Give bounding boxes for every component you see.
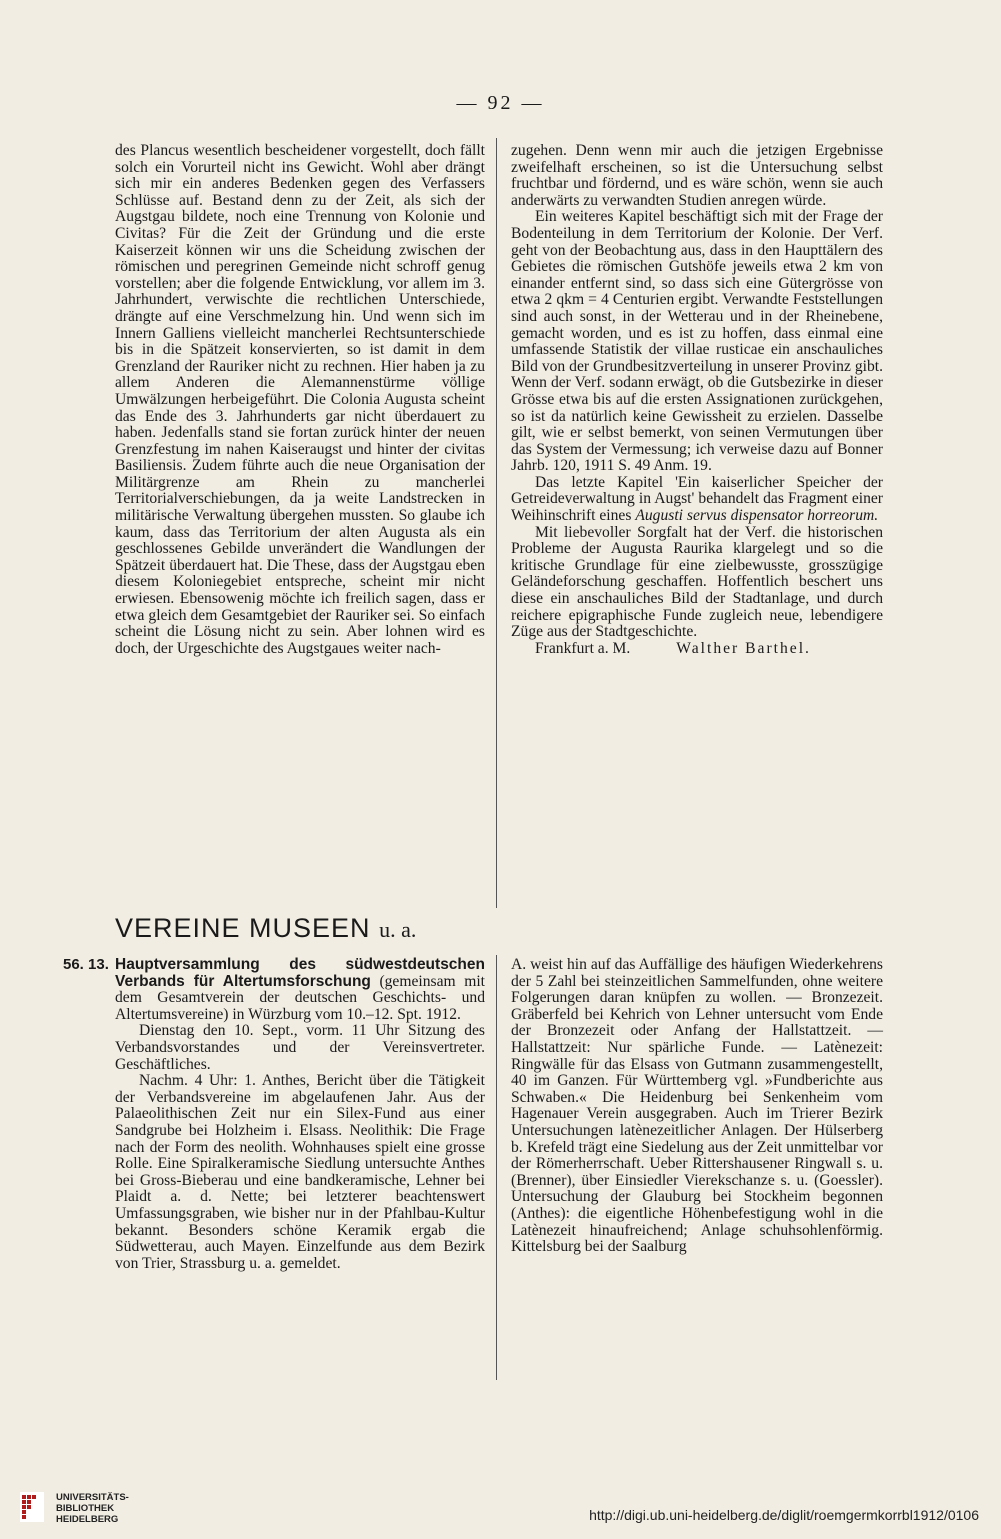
- left-column-bottom: [63, 956, 485, 1272]
- section-heading: [115, 913, 416, 944]
- page-number: — 92 —: [456, 92, 545, 114]
- entry-number: 56. 13.: [63, 956, 109, 973]
- entry-title: Hauptversammlung des südwestdeutschen Verbands für Altertumsforschung: [115, 956, 485, 990]
- column-rule: [496, 138, 497, 908]
- paragraph: Nachm. 4 Uhr: 1. Anthes, Bericht über die Tätigkeit der Verbandsvereine im abgelaufenen Jahr. Aus der Palaeolithischen Zeit nur ein Silex-Fund aus einer Sandgrube bei Holzheim i. Elsass. Neolithik: Die Frage nach der Form des neolith. Wohnhauses spielt eine grosse Rolle. Eine Spiralkeramische Siedlung untersuchte Anthes bei Gross-Bieberau und eine bandkeramische, Lehner bei Plaidt a. d. Nette; bei letzterer beachtenswert Umfassungsgraben, wie bisher nur in der Pfahlbau-Kultur bekannt. Besonders schöne Keramik ergab die Südwetterau, auch Mayen. Einzelfunde aus dem Bezirk von Trier, Strassburg u. a. gemeldet.: [115, 1072, 485, 1272]
- paragraph: des Plancus wesentlich bescheidener vorgestellt, doch fällt solch ein Vorurteil nicht ins Gewicht. Wohl aber drängt sich mir ein anderes Bedenken gegen des Verfassers Schlüsse auf. Bestand denn zu der Zeit, als sich der Augstgau bildete, noch eine Trennung von Kolonie und Civitas? Für die Zeit der Gründung und die erste Kaiserzeit können wir uns die Scheidung zwischen der römischen und peregrinen Gemeinde nicht schroff genug vorstellen; aber die folgende Entwicklung, vor allem im 3. Jahrhundert, verwischte die rechtlichen Unterschiede, drängte auf eine Verschmelzung hin. Und wenn sich im Innern Galliens vielleicht mancherlei Rechtsunterschiede bis in die Spätzeit konservierten, so ist damit in dem Grenzland der Rauriker nicht zu rechnen. Hier haben ja zu allem Anderen die Alemannenstürme völlige Umwälzungen herbeigeführt. Die Colonia Augusta scheint das Ende des 3. Jahrhunderts gar nicht überdauert zu haben. Jedenfalls stand sie fortan zurück hinter der neuen Grenzfestung im nahen Kaiseraugst und hinter der civitas Basiliensis. Zudem führte auch die neue Organisation der Militärgrenze am Rhein zu mancherlei Territorialverschiebungen, da ja weite Landstrecken in militärische Verwaltung übergehen mussten. So glaube ich kaum, dass das Territorium der alten Augusta als ein geschlossenes Gebilde unverändert die Wandlungen der Spätzeit überdauert hat. Die These, dass der Augstgau eben diesem Koloniegebiet entspreche, scheint mir nicht erwiesen. Ebensowenig möchte ich freilich sagen, dass er etwa gleich dem Gesamtgebiet der Rauriker sei. So einfach scheint die Lösung nicht zu sein. Aber lohnen wird es doch, der Urgeschichte des Augstgaues weiter nach-: [115, 142, 485, 657]
- signature-name: Walther Barthel.: [676, 639, 811, 657]
- section-heading-main: VEREINE MUSEEN: [115, 913, 371, 943]
- logo-line: HEIDELBERG: [56, 1514, 119, 1525]
- entry-subtitle: (gemeinsam mit dem Gesamtverein der deutschen Geschichts- und Altertumsvereine) in Würzburg vom 10.–12. Spt. 1912.: [115, 972, 485, 1023]
- column-rule: [496, 955, 497, 1380]
- section-heading-suffix: u. a.: [379, 917, 417, 942]
- source-url[interactable]: http://digi.ub.uni-heidelberg.de/diglit/roemgermkorrbl1912/0106: [589, 1507, 979, 1523]
- right-column-top: [511, 143, 883, 657]
- paragraph: zugehen. Denn wenn mir auch die jetzigen Ergebnisse zweifelhaft erscheinen, so ist die Untersuchung selbst fruchtbar und fördernd, und es wäre schön, wenn sie auch anderwärts zu verwandten Studien anregen würde.: [511, 142, 883, 209]
- inscription-text: Augusti servus dispensator horreorum.: [635, 507, 879, 525]
- paragraph-text: Das letzte Kapitel 'Ein kaiserlicher Speicher der Getreideverwaltung in Augst' behandelt das Fragment einer Weihinschrift eines: [511, 473, 883, 525]
- paragraph: A. weist hin auf das Auffällige des häufigen Wiederkehrens der 5 Zahl bei steinzeitlichen Sammelfunden, ohne weitere Folgerungen daran knüpfen zu wollen. — Bronzezeit. Gräberfeld bei Kehrich von Lehner untersucht vom Ende der Bronzezeit oder Anfang der Hallstattzeit. — Hallstattzeit: Nur spärliche Funde. — Latènezeit: Ringwälle für das Elsass von Gutmann zusammengestellt, 40 im Ganzen. Für Württemberg vgl. »Fundberichte aus Schwaben.« Die Heidenburg bei Senkenheim vom Hagenauer Verein ausgegraben. Auch im Trierer Bezirk Untersuchungen latènezeitlicher Anlagen. Der Hülserberg b. Krefeld trägt eine Siedelung aus der Zeit unmittelbar vor der Römerherrschaft. Ueber Rittershausener Ringwall s. u. (Brenner), über Einsiedler Vierekschanze s. u. (Goessler). Untersuchung der Glauburg bei Stockheim begonnen (Anthes): die eigentliche Höhenbefestigung wohl in die Latènezeit hinaufreichend; Anlage schuhsohlenförmig. Kittelsburg bei der Saalburg: [511, 956, 883, 1256]
- logo-line: UNIVERSITÄTS-: [56, 1492, 129, 1503]
- library-logo: [20, 1492, 129, 1525]
- signature-place: Frankfurt a. M.: [535, 639, 631, 657]
- paragraph: Dienstag den 10. Sept., vorm. 11 Uhr Sitzung des Verbandsvorstandes und der Vereinsvertreter. Geschäftliches.: [115, 1022, 485, 1073]
- right-column-bottom: [511, 957, 883, 1256]
- signature: [511, 641, 883, 658]
- paragraph: Mit liebevoller Sorgfalt hat der Verf. die historischen Probleme der Augusta Raurika klargelegt und so die kritische Grundlage für eine zielbewusste, grosszügige Geländeforschung geschaffen. Hoffentlich beschert uns diese ein anschauliches Bild der Stadtanlage, und durch reichere epigraphische Funde zugleich neue, lebendigere Züge aus der Stadtgeschichte.: [511, 523, 883, 641]
- library-logo-icon: [20, 1492, 44, 1522]
- entry-heading: [63, 956, 485, 1023]
- paragraph: [511, 475, 883, 525]
- left-column-top: [115, 143, 485, 657]
- logo-line: BIBLIOTHEK: [56, 1503, 115, 1514]
- paragraph: Ein weiteres Kapitel beschäftigt sich mit der Frage der Bodenteilung in dem Territorium der Kolonie. Der Verf. geht von der Beobachtung aus, dass in den Haupttälern des Gebietes die römischen Gutshöfe jeweils etwa 2 km von einander entfernt sind, so dass sich eine Gütergrösse von etwa 2 qkm = 4 Centurien ergibt. Verwandte Feststellungen sind auch sonst, in der Wetterau und in der Rheinebene, gemacht worden, und es ist zu hoffen, dass einmal eine umfassende Statistik der villae rusticae ein anschauliches Bild von der Grundbesitzverteilung in unserer Provinz gibt. Wenn der Verf. sodann erwägt, ob die Gutsbezirke in dieser Grösse etwa bis auf die ersten Assignationen zurückgehen, so ist da natürlich keine Gewissheit zu erzielen. Dasselbe gilt, wie er selbst bemerkt, von seinen Vermutungen über das System der Vermessung; ich verweise dazu auf Bonner Jahrb. 120, 1911 S. 49 Anm. 19.: [511, 208, 883, 475]
